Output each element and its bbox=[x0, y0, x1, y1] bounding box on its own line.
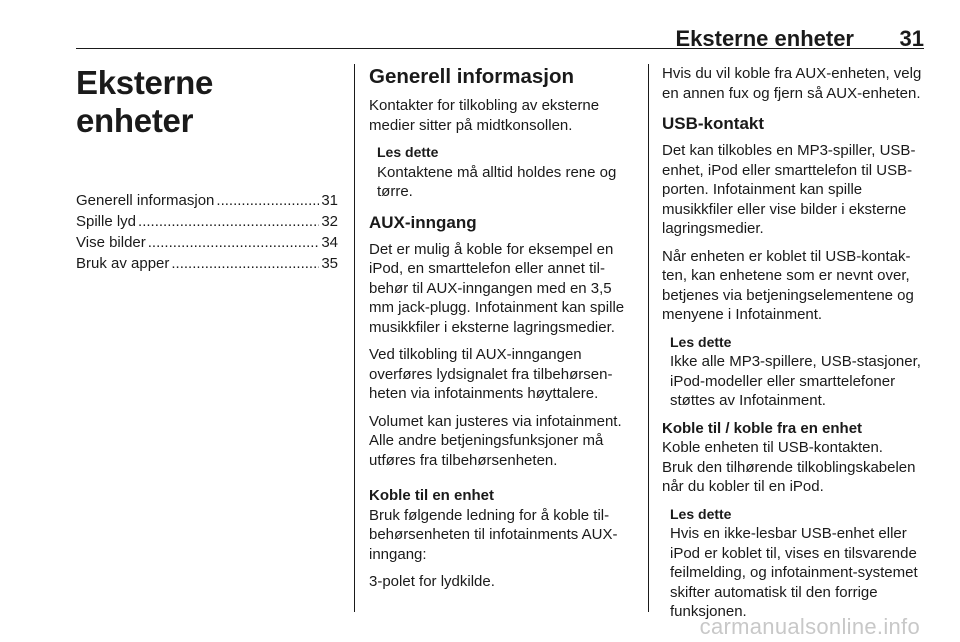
paragraph: Bruk følgende ledning for å koble tilbehørsenheten til infotainments AUX-inngang: bbox=[369, 506, 618, 563]
note-title: Les dette bbox=[670, 505, 732, 522]
table-of-contents bbox=[76, 190, 338, 274]
procedure-heading: Koble til / koble fra en enhet bbox=[662, 419, 863, 437]
toc-item[interactable]: Vise bilder ..... 34 bbox=[76, 232, 338, 253]
paragraph: 3-polet for lydkilde. bbox=[369, 573, 495, 590]
paragraph: Kontakter for tilkobling av eksterne medier sitter på midtkonsollen. bbox=[369, 97, 600, 134]
subsection-heading: USB-kontakt bbox=[662, 114, 765, 133]
page-number: 31 bbox=[899, 26, 924, 51]
column-divider bbox=[648, 64, 649, 612]
paragraph: Volumet kan justeres via infotainment. Alle andre betjeningsfunksjoner må utføres fra tilbehørsenheten. bbox=[369, 412, 622, 469]
paragraph: Hvis du vil koble fra AUX-enheten, velg en annen fux og fjern så AUX-enheten. bbox=[662, 65, 922, 102]
paragraph: Det kan tilkobles en MP3-spiller, USB-enhet, iPod eller smarttelefon til USB-porten. Infotainment kan spille musikkfiler eller vise bilder i eksterne lagringsmedier. bbox=[662, 142, 916, 237]
procedure-block bbox=[662, 419, 926, 497]
note-box bbox=[670, 333, 926, 411]
subsection-heading: AUX-inngang bbox=[369, 212, 477, 232]
note-text: Kontaktene må alltid holdes rene og tørre. bbox=[377, 163, 617, 200]
paragraph: Når enheten er koblet til USB-kontakten, kan enhetene som er nevnt over, betjenes via betjeningselementene og menyene i Infotainment. bbox=[662, 247, 914, 323]
procedure-block bbox=[369, 486, 633, 564]
toc-item[interactable]: Spille lyd ..... 32 bbox=[76, 211, 338, 232]
toc-item[interactable]: Generell informasjon ..... 31 bbox=[76, 190, 338, 211]
note-box bbox=[377, 143, 633, 202]
paragraph: Det er mulig å koble for eksempel en iPod, en smarttelefon eller annet tilbehør til AUX-inngangen med en 3,5 mm jack-plugg. Infotainment kan spille musikkfiler i eksterne lagringsmedier. bbox=[369, 240, 625, 336]
note-text: Ikke alle MP3-spillere, USB-stasjoner, iPod-modeller eller smarttelefoner støttes av Infotainment. bbox=[670, 353, 921, 409]
toc-item[interactable]: Bruk av apper ..... 35 bbox=[76, 253, 338, 274]
note-title: Les dette bbox=[377, 144, 439, 160]
content-column-3 bbox=[662, 64, 926, 630]
section-heading: Generell informasjon bbox=[369, 65, 575, 88]
note-box bbox=[670, 505, 926, 622]
note-text: Hvis en ikke-lesbar USB-enhet eller iPod er koblet til, vises en tilsvarende feilmelding, og infotainment-systemet skifter automatisk til den forrige funksjonen. bbox=[670, 525, 918, 620]
chapter-column bbox=[76, 64, 338, 274]
paragraph: Bruk den tilhørende tilkoblingskabelen når du kobler til en iPod. bbox=[662, 458, 916, 495]
page-header bbox=[76, 18, 924, 49]
note-title: Les dette bbox=[670, 333, 732, 350]
content-column-2 bbox=[369, 64, 633, 600]
watermark: carmanualsonline.info bbox=[699, 614, 920, 639]
header-title: Eksterne enheter bbox=[675, 26, 854, 51]
paragraph: Ved tilkobling til AUX-inngangen overføres lydsignalet fra tilbehørsenheten via infotainments høyttalere. bbox=[369, 346, 613, 402]
column-divider bbox=[354, 64, 355, 612]
procedure-heading: Koble til en enhet bbox=[369, 487, 495, 504]
chapter-title: Eksterne enheter bbox=[76, 64, 214, 139]
paragraph: Koble enheten til USB-kontakten. bbox=[662, 439, 883, 456]
